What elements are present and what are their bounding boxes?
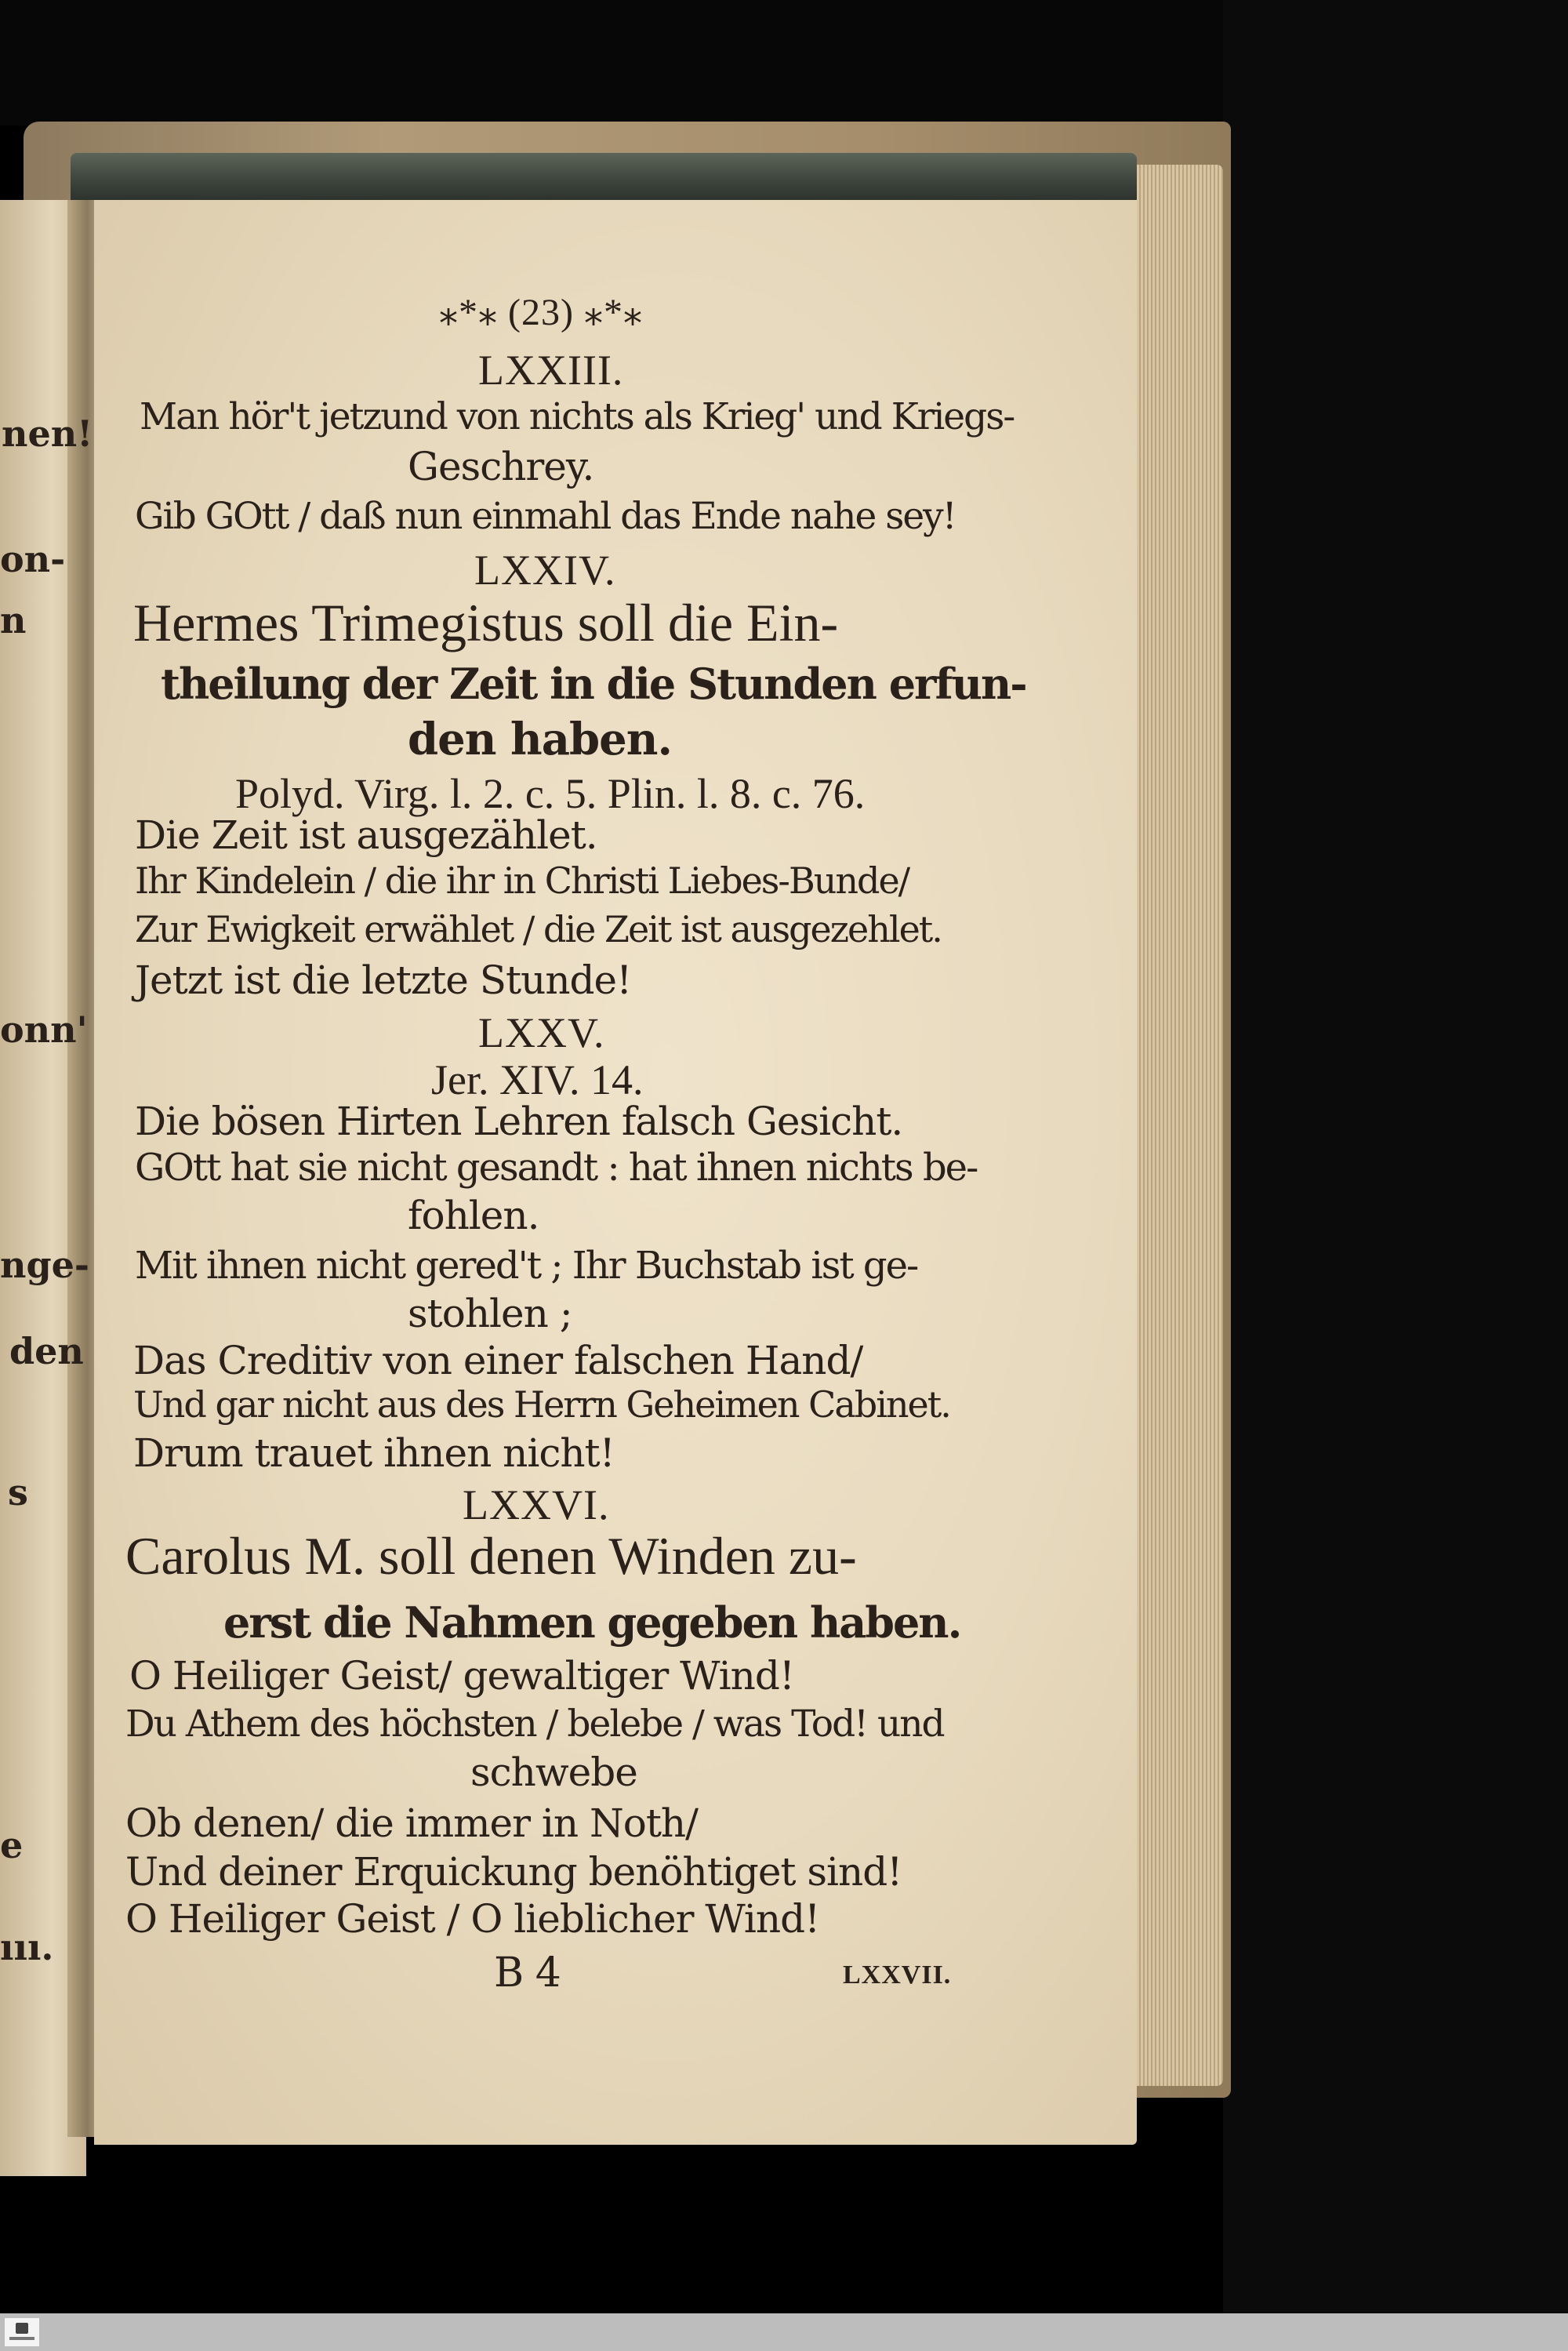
text-line: O Heiliger Geist / O lieblicher Wind!	[125, 1896, 820, 1942]
left-page-fragment: s	[8, 1471, 28, 1513]
text-line: Du Athem des höchsten / belebe / was Tod! und	[125, 1702, 944, 1746]
text-line: Hermes Trimegistus soll die Ein-	[133, 593, 839, 652]
text-line: GOtt hat sie nicht gesandt : hat ihnen nichts be-	[135, 1146, 978, 1190]
text-line: Gib GOtt / daß nun einmahl das Ende nahe sey!	[135, 495, 956, 538]
section-heading: LXXIV.	[474, 547, 616, 594]
text-line: stohlen ;	[408, 1291, 572, 1336]
left-page-fragment: ııı.	[0, 1926, 54, 1968]
viewer-footer-bar	[0, 2313, 1568, 2351]
left-page-fragment: nge-	[0, 1244, 89, 1286]
left-page-fragment: onn'	[0, 1008, 88, 1051]
section-heading: LXXV.	[478, 1009, 605, 1056]
text-line: Zur Ewigkeit erwählet / die Zeit ist ausgezehlet.	[135, 908, 942, 950]
signature-mark: B 4	[494, 1949, 561, 1997]
text-line: Ob denen/ die immer in Noth/	[125, 1800, 698, 1846]
citation-line: Jer. XIV. 14.	[431, 1056, 644, 1103]
library-logo-icon	[5, 2318, 39, 2346]
book-top-edge	[71, 153, 1137, 200]
text-line: den haben.	[408, 714, 672, 765]
text-line: O Heiliger Geist/ gewaltiger Wind!	[129, 1653, 794, 1699]
background-right	[1223, 0, 1568, 2313]
left-page-fragment: nen!	[2, 412, 93, 455]
catchword: LXXVII.	[843, 1960, 952, 1989]
text-line: Drum trauet ihnen nicht!	[133, 1430, 615, 1476]
text-line: Und gar nicht aus des Herrn Geheimen Cabinet.	[133, 1383, 950, 1426]
text-line: Und deiner Erquickung benöhtiget sind!	[125, 1849, 902, 1895]
text-line: Mit ihnen nicht gered't ; Ihr Buchstab ist ge-	[135, 1244, 918, 1288]
text-line: fohlen.	[408, 1193, 539, 1238]
text-line: Man hör't jetzund von nichts als Krieg' und Kriegs-	[140, 395, 1014, 438]
left-page-fragment: e	[0, 1824, 24, 1866]
text-line: Geschrey.	[408, 444, 594, 489]
text-line: Das Creditiv von einer falschen Hand/	[133, 1338, 863, 1383]
citation-line: Polyd. Virg. l. 2. c. 5. Plin. l. 8. c. 76.	[235, 770, 866, 817]
left-page-fragment: n	[0, 599, 27, 641]
section-heading: LXXIII.	[478, 347, 624, 394]
section-heading: LXXVI.	[463, 1481, 610, 1528]
text-line: Die Zeit ist ausgezählet.	[135, 812, 597, 858]
page-number-header: ⁎*⁎ (23) ⁎*⁎	[439, 292, 643, 333]
text-line: Ihr Kindelein / die ihr in Christi Liebes-Bunde/	[135, 859, 909, 902]
left-page-fragment: on-	[0, 538, 66, 580]
text-line: Die bösen Hirten Lehren falsch Gesicht.	[135, 1099, 903, 1144]
text-line: erst die Nahmen gegeben haben.	[223, 1597, 961, 1648]
left-page-fragment: den	[9, 1330, 84, 1372]
text-line: theilung der Zeit in die Stunden erfun-	[161, 659, 1026, 709]
text-line: Jetzt ist die letzte Stunde!	[135, 957, 632, 1003]
text-line: Carolus M. soll denen Winden zu-	[125, 1526, 857, 1586]
text-line: schwebe	[470, 1750, 637, 1795]
